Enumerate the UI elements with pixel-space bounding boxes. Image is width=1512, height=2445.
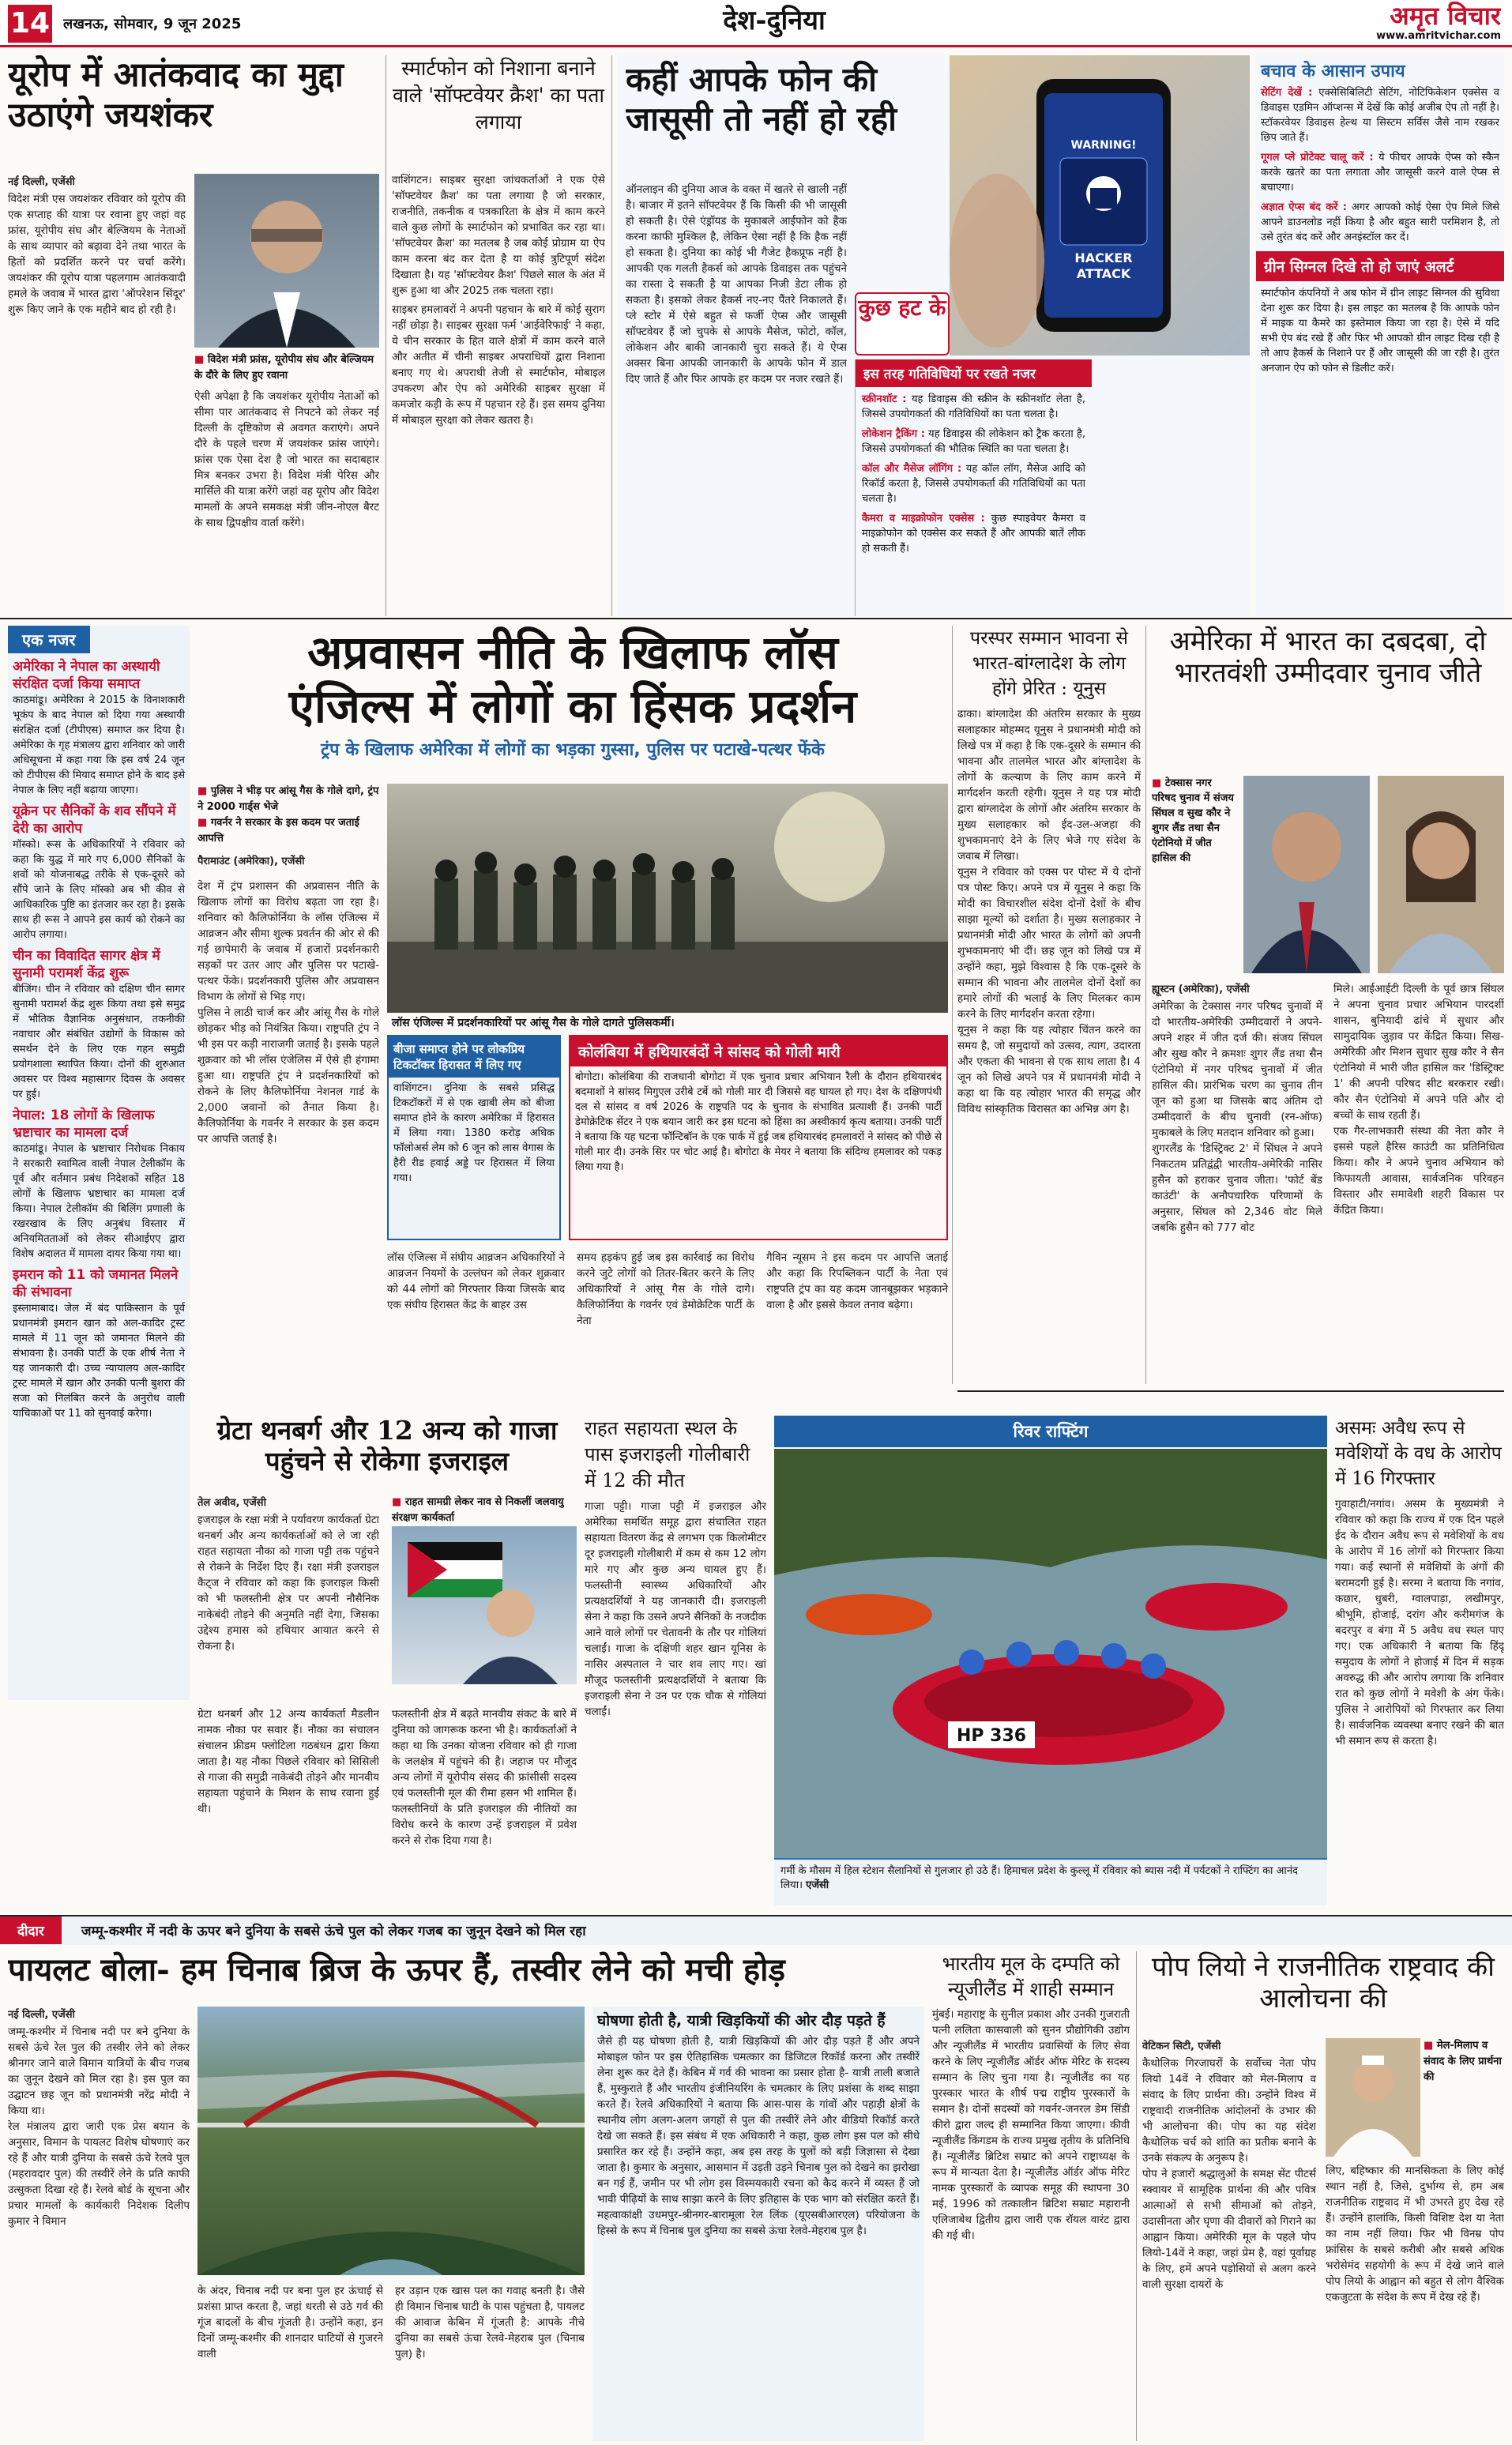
greta-story [197, 1416, 577, 1700]
story-text: हर उड़ान एक खास पल का गवाह बनती है। जैसे ही विमान चिनाब घाटी के पास पहुंचता है, पायलट की आवाज केबिन में गूंजती है: आपके नीचे दुनिया का सबसे ऊंचा रेलवे-मेहराब पुल (चिनाब पुल) है। [395, 2285, 585, 2360]
portrait-image [1243, 776, 1370, 973]
brief-headline: नेपाल: 18 लोगों के खिलाफ भ्रष्टाचार का मामला दर्ज [13, 1108, 155, 1141]
la-headline-2: एंजिल्स में लोगों का हिंसक प्रदर्शन [288, 679, 857, 734]
story-text: देश में ट्रंप प्रशासन की अप्रवासन नीति के खिलाफ लोगों का विरोध बढ़ता जा रहा है। शनिवार को कैलिफोर्निया के लॉस एंजिल्स में आव्रजन और सीमा शुल्क प्रवर्तन की ओर से की गई छापेमारी के जवाब में हजारों प्रदर्शनकारी सड़कों पर उतर आए और पुलिस पर पटाखे-पत्थर फेंके। प्रदर्शनकारी पुलिस और अप्रवासन विभाग के लोगों से भिड़ गए। [197, 880, 379, 1003]
pilot-strip-text: जम्मू-कश्मीर में नदी के ऊपर बने दुनिया के सबसे ऊंचे पुल को लेकर गजब का जुनून देखने को मिल रहा [81, 1924, 586, 1939]
jaishankar-headline: यूरोप में आतंकवाद का मुद्दा उठाएंगे जयशंकर [8, 55, 344, 135]
river-rafting-image [774, 1449, 1327, 1858]
la-story [197, 626, 948, 1408]
masthead [0, 0, 1512, 47]
la-bullet: ■ पुलिस ने भीड़ पर आंसू गैस के गोले दागे, ट्रंप ने 2000 गार्ड्स भेजे [197, 784, 379, 815]
la-subtitle: ट्रंप के खिलाफ अमेरिका में लोगों का भड़का गुस्सा, पुलिस पर पटाखे-पत्थर फेंके [321, 739, 825, 760]
phone-attack: ATTACK [1076, 266, 1131, 281]
brief-headline: इमरान को 11 को जमानत मिलने की संभावना [13, 1267, 179, 1300]
story-text: लॉस एंजिल्स में संघीय आव्रजन अधिकारियों ने आव्रजन नियमों के उल्लंघन को लेकर शुक्रवार को 44 लोगों को गिरफ्तार किया जिसके बाद एक संघीय हिरासत केंद्र के बाहर उस [387, 1251, 565, 1311]
yunus-headline: परस्पर सम्मान भावना से भारत-बांग्लादेश के लोग होंगे प्रेरित : यूनुस [970, 628, 1128, 699]
activity-item: कैमरा व माइक्रोफोन एक्सेस : कुछ स्पाइवेयर कैमरा व माइक्रोफोन को एक्सेस कर सकते हैं और आपकी बातें लीक हो सकती हैं। [862, 513, 1085, 555]
pilot-bottom [197, 2283, 585, 2441]
pope-col1 [1142, 2038, 1316, 2441]
announcement-box [592, 2007, 924, 2441]
story-text: कैथोलिक गिरजाघरों के सर्वोच्च नेता पोप लियो 14वें ने रविवार को मेल-मिलाप व संवाद के लिए प्रार्थना की। उन्होंने विश्व में राष्ट्रवादी राजनीतिक आंदोलनों के उभार की भी आलोचना की। पोप का यह संदेश कैथोलिक चर्च को शांति का प्रतीक बनाने के उनके संकल्प के अनुरूप है। [1142, 2057, 1316, 2165]
greta-headline: ग्रेटा थनबर्ग और 12 अन्य को गाजा पहुंचने से रोकेगा इजराइल [216, 1416, 558, 1476]
safety-tip: गूगल प्ले प्रोटेक्ट चालू करें : ये फीचर आपके ऐप्स को स्कैन करके खतरे का पता लगाता और जासूसी करने वाले ऐप्स से बचाएगा। [1261, 152, 1499, 194]
jaishankar-col2 [194, 174, 379, 616]
activity-item: स्क्रीनशॉट : यह डिवाइस की स्क्रीन के स्क्रीनशॉट लेता है, जिससे उपयोगकर्ता की गतिविधियों का पता चलता है। [862, 393, 1086, 420]
rafting-photo [774, 1449, 1327, 1858]
bridge-image [197, 2007, 585, 2275]
raft-number: HP 336 [956, 1726, 1027, 1746]
story-text: यूनुस ने रविवार को एक्स पर पोस्ट में ये दोनों पत्र पोस्ट किए। अपने पत्र में यूनुस ने कहा कि मोदी का विचारशील संदेश दोनों देशों के बीच साझा मूल्यों को दर्शाता है। मुख्य सलाहकार ने प्रधानमंत्री मोदी और भारत के लोगों को अपनी शुभकामनाएं भी दीं। छह जून को लिखे पत्र में उन्होंने कहा, मुझे विश्वास है कि एक-दूसरे के सम्मान की भावना और तालमेल दोनों देशों का हमारे लोगों की भलाई के लिए मिलकर काम करने के लिए मार्गदर्शन करता रहेगा। [957, 866, 1141, 1021]
story-text: फलस्तीनी क्षेत्र में बढ़ते मानवीय संकट के बारे में दुनिया को जागरूक करना भी है। कार्यकर्ताओं ने कहा था कि उनका योजना रविवार को ही गाजा के जलक्षेत्र में पहुंचने की है। जहाज पर मौजूद अन्य लोगों में यूरोपीय संसद की फ्रांसीसी सदस्य एवं फलस्तीनी मूल की रीमा हसन भी शामिल हैं। फलस्तीनियों के प्रति इजराइल की नीतियों का विरोध करने के कारण उन्हें इजराइल में प्रवेश करने से रोक दिया गया है। [392, 1708, 577, 1847]
brief-text: इस्लामाबाद। जेल में बंद पाकिस्तान के पूर्व प्रधानमंत्री इमरान खान को अल-कादिर ट्रस्ट मामले में 11 जून को जमानत मिलने की संभावना है। उनकी पार्टी के एक शीर्ष नेता ने यह जानकारी दी। उच्च न्यायालय अल-कादिर ट्रस्ट मामले में खान और उनकी पत्नी बुशरा की सजा को निलंबित करने के अनुरोध वाली याचिकाओं पर 11 को सुनवाई करेगा। [13, 1303, 185, 1420]
greta-bullet: ■ राहत सामग्री लेकर नाव से निकलीं जलवायु संरक्षण कार्यकर्ता [392, 1495, 577, 1526]
story-text: मुंबई। महाराष्ट्र के सुनील प्रकाश और उनकी गुजराती पत्नी ललिता कासवाली को सुनन प्रौद्योगिकी उद्योग और न्यूजीलैंड में भारतीय प्रवासियों के लिए सेवा करने के लिए न्यूजीलैंड ऑर्डर ऑफ मेरिट के सदस्य सम्मान के लिए चुना गया है। न्यूजीलैंड का यह पुरस्कार भारत के शीर्ष पद्म राष्ट्रीय पुरस्कारों के समान है। दोनों सदस्यों को गवर्नर-जनरल डेम सिंडी कीरो द्वारा जल्द ही सम्मानित किया जाएगा। कीवी न्यूजीलैंड किंगडम के राज्य प्रमुख तृतीय के प्रतिनिधि हैं। न्यूजीलैंड ब्रिटिश सम्राट को अपने राष्ट्राध्यक्ष के रूप में मान्यता देता है। न्यूजीलैंड ऑर्डर ऑफ मेरिट नामक पुरस्कारों के व्यापक समूह की स्थापना 30 मई, 1996 को तत्कालीन ब्रिटिश सम्राट महारानी एलिजाबेथ द्वितीय द्वारा जारी एक रॉयल वारंट द्वारा की गई थी। [932, 2008, 1130, 2242]
section-title: देश-दुनिया [723, 5, 826, 36]
brand-logo: अमृत विचार [1390, 2, 1501, 31]
jaishankar-story [8, 55, 379, 616]
activity-heading: इस तरह गतिविधियों पर रखते नजर [856, 359, 1092, 387]
portrait-image [1378, 776, 1504, 973]
activity-item: लोकेशन ट्रैकिंग : यह डिवाइस की लोकेशन को ट्रैक करता है, जिससे उपयोगकर्ता की भौतिक स्थिति का पता चलता है। [862, 428, 1085, 455]
pilot-col1 [8, 2007, 190, 2441]
rafting-caption: गर्मी के मौसम में हिल स्टेशन सैलानियों से गुलजार हो उठे हैं। हिमाचल प्रदेश के कुल्लू में रविवार को ब्यास नदी में पर्यटकों ने राफ्टिंग का आनंद लिया। एजेंसी [774, 1858, 1327, 1905]
la-photo-caption: लॉस एंजिल्स में प्रदर्शनकारियों पर आंसू गैस के गोले दागते पुलिसकर्मी। [392, 1017, 675, 1029]
brief-headline: अमेरिका ने नेपाल का अस्थायी संरक्षित दर्जा किया समाप्त [13, 659, 160, 692]
rafting-photo-box [774, 1416, 1327, 1905]
yunus-story [957, 626, 1141, 1384]
rafting-heading: रिवर राफ्टिंग [774, 1416, 1327, 1447]
jaishankar-col1 [8, 174, 186, 616]
story-text: पोप ने हजारों श्रद्धालुओं के समक्ष सेंट पीटर्स स्क्वायर में सामूहिक प्रार्थना की और पवित्र आत्माओं से सभी सीमाओं को तोड़ने, उदासीनता और घृणा की दीवारों को गिराने का आह्वान किया। अमेरिकी मूल के पहले पोप लियो-14वें ने कहा, जहां प्रेम है, वहां पूर्वाग्रह के लिए, हमें अपने पड़ोसियों से अलग करने वाली सुरक्षा दायरों के [1142, 2168, 1316, 2291]
protest-image [387, 784, 948, 1013]
assam-headline: असमः अवैध रूप से मवेशियों के वध के आरोप में 16 गिरफ्तार [1335, 1418, 1502, 1489]
photo-caption: ■ विदेश मंत्री फ्रांस, यूरोपीय संघ और बेल्जियम के दौरे के लिए हुए रवाना [194, 352, 379, 384]
la-left [197, 784, 379, 1408]
pope-bullet: ■ मेल-मिलाप व संवाद के लिए प्रार्थना की [1424, 2038, 1504, 2157]
green-signal-text: स्मार्टफोन कंपनियों ने अब फोन में ग्रीन लाइट सिग्नल की सुविधा देना शुरू कर दिया है। इस लाइट का मतलब है कि आपके फोन में माइक या कैमरे का इस्तेमाल किया जा रहा है। ऐसे में यदि सभी ऐप बंद रखे हैं और फिर भी आपको ग्रीन लाइट दिख रही है तो आप हैकर्स के निशाने पर हैं और जासूसी की जा रही है। तुरंत अनजान ऐप को फोन से डिलीट करें। [1261, 288, 1499, 374]
story-text: विदेश मंत्री एस जयशंकर रविवार को यूरोप की एक सप्ताह की यात्रा पर रवाना हुए जहां वह फ्रांस, यूरोपीय संघ और बेल्जियम के नेताओं के साथ व्यापार को बढ़ावा देने तथा भारत के हितों को प्रदर्शित करने पर चर्चा करेंगे। जयशंकर की यूरोप यात्रा पहलगाम आतंकवादी हमले के जवाब में भारत द्वारा 'ऑपरेशन सिंदूर' शुरू किए जाने के एक महीने बाद हो रही है। [8, 193, 186, 316]
usa-caption [1152, 776, 1239, 973]
pope-headline: पोप लियो ने राजनीतिक राष्ट्रवाद की आलोचना की [1152, 1951, 1495, 2015]
dateline: वेटिकन सिटी, एजेंसी [1142, 2041, 1221, 2052]
colombia-heading: कोलंबिया में हथियारबंदों ने सांसद को गोली मारी [570, 1036, 946, 1066]
ek-nazar-column [8, 626, 190, 1700]
colombia-box [569, 1035, 948, 1240]
gaza-story [585, 1416, 766, 1905]
story-text: गैविन न्यूसम ने इस कदम पर आपत्ति जताई और कहा कि रिपब्लिकन पार्टी के नेता एवं राष्ट्रपति ट्रंप का यह कदम जानबूझकर भड़काने वाला है और इससे केवल तनाव बढ़ेगा। [766, 1251, 948, 1311]
story-text: रेल मंत्रालय द्वारा जारी एक प्रेस बयान के अनुसार, विमान के पायलट विशेष घोषणाएं कर रहे हैं और यात्री दुनिया के सबसे ऊंचे रेलवे पुल (महरावदार पुल) की तस्वीरें लेने के प्रति काफी उत्सुकता दिखा रहे हैं। रेलवे बोर्ड के सूचना और प्रचार मामलों के कार्यकारी निदेशक दिलीप कुमार ने विमान [8, 2120, 190, 2228]
sukh-kaur-photo [1378, 776, 1504, 973]
story-text: गुवाहाटी/नगांव। असम के मुख्यमंत्री ने रविवार को कहा कि राज्य में एक दिन पहले ईद के दौरान अवैध रूप से मवेशियों के वध के आरोप में 16 लोगों को गिरफ्तार किया गया। कई स्थानों से मवेशियों के अंगों की बरामदगी हुई है। सरमा ने बताया कि नगांव, कछार, धुबरी, ग्वालपाड़ा, लखीमपुर, श्रीभूमि, होजाई, दरांग और करीमगंज के बदरपुर व बंगा में 5 अवैध वध स्थल पाए गए। एक अधिकारी ने बताया कि हिंदू समुदाय के लोगों ने होजाई में दिन में सड़क अवरुद्ध की और आरोप लगाया कि शनिवार रात को कुछ लोगों ने मवेशी के अंग फेंके। पुलिस ने आरोपियों को गिरफ्तार कर लिया है। सार्वजनिक व्यवस्था बनाए रखने की बात भी समान रूप से करता है। [1335, 1498, 1504, 1747]
tiktok-text: वाशिंगटन। दुनिया के सबसे प्रसिद्ध टिकटॉकरों में से एक खाबी लेम को बीजा समाप्त होने के कारण अमेरिका में हिरासत में लिया गया। 1380 करोड़ अधिक फॉलोअर्स लेम को 6 जून को लास वेगास के हैरी रीड हवाई अड्डे पर हिरासत में लिया गया। [393, 1082, 555, 1184]
tiktok-box [387, 1035, 561, 1240]
greta-col1 [197, 1495, 379, 1700]
portrait-image [194, 174, 379, 348]
story-text: लिए, बहिष्कार की मानसिकता के लिए कोई स्थान नहीं है, जिसे, दुर्भाग्य से, हम अब राजनीतिक राष्ट्रवाद में भी उभरते हुए देख रहे हैं। उन्होंने हालांकि, किसी विशिष्ट देश या नेता का नाम नहीं लिया। फिर भी विनम्र पोप फ्रांसिस के सबसे करीबी और सबसे अधिक भरोसेमंद सहयोगी के रूप में देखे जाने वाले पोप लियो के आह्वान को बहुत से लोग वैश्विक एकजुटता के संदेश के रूप में देख रहे हैं। [1326, 2165, 1504, 2304]
pope-photo [1326, 2038, 1420, 2157]
phone-hacker: HACKER [1074, 250, 1133, 265]
brief-text: काठमांडू। नेपाल के भ्रष्टाचार निरोधक निकाय ने सरकारी स्वामित्व वाली नेपाल टेलीकॉम के पूर्व और वर्तमान प्रबंध निदेशकों सहित 18 लोगों के खिलाफ भ्रष्टाचार का मामला दर्ज किया। नेपाल टेलीकॉम की बिलिंग प्रणाली के रखरखाव के लिए अनुबंध विस्तार में अनियमितताओं को लेकर सीआईएए द्वारा विशेष अदालत में मामला दायर किया गया था। [13, 1143, 185, 1260]
safety-heading: बचाव के आसान उपाय [1261, 61, 1405, 81]
story-text: गाजा पट्टी। गाजा पट्टी में इजराइल और अमेरिका समर्थित समूह द्वारा संचालित राहत सहायता वितरण केंद्र से लगभग एक किलोमीटर दूर इजराइली गोलीबारी में कम से कम 12 लोग मारे गए और कुछ अन्य घायल हुए हैं। फलस्तीनी स्वास्थ्य अधिकारियों और प्रत्यक्षदर्शियों ने यह जानकारी दी। इजराइली सेना ने कहा कि उसने अपने सैनिकों के नजदीक आने वाले लोगों पर चेतावनी के तौर पर गोलियां चलाईं। गाजा के दक्षिणी शहर खान यूनिस के नासिर अस्पताल ने चार शव लाए गए। खां मौजूद फलस्तीनी प्रत्यक्षदर्शियों ने बताया कि इजराइली सेना ने उन पर एक चौक से गोलियां चलाईं। [585, 1500, 766, 1718]
announcement-heading: घोषणा होती है, यात्री खिड़कियों की ओर दौड़ पड़ते हैं [597, 2012, 886, 2029]
story-text: मिले। आईआईटी दिल्ली के पूर्व छात्र सिंघल ने अपना चुनाव प्रचार अभियान पारदर्शी शासन, बुनियादी ढांचे में सुधार और सामुदायिक जुड़ाव पर केंद्रित किया। सिख-अमेरिकी और मिशन सुधार सुख कौर ने सैन एंटोनियो में भारी जीत हासिल कर 'डिस्ट्रिक्ट 1' की अपनी परिषद सीट बरकरार रखी। कौर सैन एंटोनियो में अपने पति और दो बच्चों के साथ रहती हैं। [1333, 983, 1504, 1122]
pilot-strip [0, 1915, 1512, 1945]
spy-story [618, 55, 1250, 616]
la-bottom [387, 1250, 948, 1408]
story-text: ऐसी अपेक्षा है कि जयशंकर यूरोपीय नेताओं को सीमा पार आतंकवाद से निपटने को लेकर नई दिल्ली के दृष्टिकोण से अवगत कराएंगे। अपने दौरे के पहले चरण में जयशंकर फ्रांस जाएंगे। फ्रांस एक ऐसा देश है जो भारत का सदाबहार मित्र बनकर उभरा है। विदेश मंत्री पेरिस और मार्सिले की यात्रा करेंगे जहां वह यूरोप और विदेश मामलों के अपने समकक्ष मंत्री जीन-नोएल बैरट के साथ द्विपक्षीय वार्ता करेंगे। [194, 390, 379, 529]
spy-headline: कहीं आपके फोन की जासूसी तो नहीं हो रही [626, 60, 897, 138]
story-text: वाशिंगटन। साइबर सुरक्षा जांचकर्ताओं ने एक ऐसे 'सॉफ्टवेयर क्रैश' का पता लगाया है जो सरकार, राजनीति, तकनीक व पत्रकारिता के क्षेत्र में काम करने वाले कुछ लोगों के स्मार्टफोन को प्रभावित कर रहा था। 'सॉफ्टवेयर क्रैश' का मतलब है जब कोई प्रोग्राम या ऐप काम करना बंद कर देता है या कोई त्रुटिपूर्ण संदेश दिखाता है। यह 'सॉफ्टवेयर क्रैश' पिछले साल के अंत में शुरू हुआ था और 2025 तक चलता रहा। [392, 174, 605, 297]
dateline: नई दिल्ली, एजेंसी [8, 176, 75, 188]
brief-headline: चीन का विवादित सागर क्षेत्र में सुनामी परामर्श केंद्र शुरू [13, 948, 160, 981]
page-date: लखनऊ, सोमवार, 9 जून 2025 [63, 16, 242, 32]
software-crash-story [392, 55, 605, 616]
dateline: तेल अवीव, एजेंसी [197, 1497, 266, 1509]
brand-url[interactable]: www.amritvichar.com [1376, 30, 1501, 42]
pope-story [1142, 1951, 1504, 2441]
story-text: साइबर हमलावरों ने अपनी पहचान के बारे में कोई सुराग नहीं छोड़ा है। साइबर सुरक्षा फर्म 'आईवेरिफाई' ने कहा, ये चीन सरकार के हित वाले क्षेत्रों में काम करने वाले और अतीत में चीनी साइबर अपराधियों द्वारा निशाना बनाए गए थे। अपराधी तेजी से स्मार्टफोन, मोबाइल उपकरण और ऐप को अमेरिकी साइबर सुरक्षा में कमजोर कड़ी के रूप में पहचान रहे हैं। इस समय दुनिया में मोबाइल सुरक्षा को लेकर खतरा है। [392, 303, 605, 427]
greta-col2 [392, 1495, 577, 1700]
ek-nazar-tag: एक नजर [8, 626, 90, 653]
sanjay-singhal-photo [1243, 776, 1370, 973]
colombia-text: बोगोटा। कोलंबिया की राजधानी बोगोटा में एक चुनाव प्रचार अभियान रैली के दौरान हथियारबंद बदमाशों ने सांसद मिगुएल उरीबे टर्बे को गोली मार दी जिससे वह घायल हो गए। देश के दक्षिणपंथी दल से सांसद व वर्ष 2026 के राष्ट्रपति पद के चुनाव के संभावित प्रत्याशी हैं। उनकी पार्टी डेमोक्रेटिक सेंटर ने एक बयान जारी कर इस घटना को हिंसा का अस्वीकार्य कृत्य बताया। उनकी पार्टी ने बताया कि यह घटना फॉन्टिबॉन के एक पार्क में हुई जब हथियारबंद हमलावरों ने सांसद को पीछे से गोली मार दी। उनके सिर पर चोट आई है। बोगोटा के मेयर ने बताया कि संदिग्ध हमलावर को पकड़ लिया गया है। [575, 1071, 942, 1173]
story-text: ग्रेटा थनबर्ग और 12 अन्य कार्यकर्ता मैडलीन नामक नौका पर सवार हैं। नौका का संचालन संचालन फ्रीडम फ्लोटिला गठबंधन द्वारा किया जाता है। यह नौका पिछले रविवार को सिसिली से गाजा की समुद्री नाकेबंदी तोड़ने और मानवीय सहायता पहुंचाने के मिशन के साथ रवाना हुई थी। [197, 1708, 379, 1815]
usa-col2 [1333, 981, 1504, 1384]
nz-story [932, 1951, 1130, 2441]
usa-indian-story [1152, 626, 1504, 1384]
story-text: इजराइल के रक्षा मंत्री ने पर्यावरण कार्यकर्ता ग्रेटा थनबर्ग और अन्य कार्यकर्ताओं को ले जा रही राहत सहायता नौका को गाजा पट्टी तक पहुंचने से रोकने के निर्देश दिए हैं। रक्षा मंत्री इजराइल कैट्ज ने रविवार को कहा कि इजराइल किसी को भी फलस्तीनी क्षेत्र पर अपनी नौसैनिक नाकेबंदी तोड़ने की अनुमति नहीं देगा, जिसका उद्देश्य हमास को हथियार आयात करने से रोकना है। [197, 1514, 379, 1653]
nz-headline: भारतीय मूल के दम्पति को न्यूजीलैंड में शाही सम्मान [942, 1953, 1120, 2000]
story-text: पुलिस ने लाठी चार्ज कर और आंसू गैस के गोले छोड़कर भीड़ को नियंत्रित किया। राष्ट्रपति ट्रंप ने भी इस पर कड़ी नाराजगी जताई है। इसके पहले शुक्रवार को भी लॉस एंजेलिस में ऐसे ही हंगामा हुआ था। राष्ट्रपति ट्रंप ने प्रदर्शनकारियों को रोकने के लिए कैलिफोर्निया नेशनल गार्ड के 2,000 जवानों को तैनात किया है। कैलिफोर्निया के गवर्नर ने सरकार के इस कदम पर आपत्ति जताई है। [197, 1006, 379, 1145]
activity-box [855, 359, 1092, 616]
story-text: ढाका। बांग्लादेश की अंतरिम सरकार के मुख्य सलाहकार मोहम्मद यूनुस ने प्रधानमंत्री मोदी को लिखे पत्र में कहा है कि एक-दूसरे के सम्मान की भावना और तालमेल भारत और बांग्लादेश के लोगों के कल्याण के लिए काम करने में मार्गदर्शन करती रहेगी। यूनुस ने यह पत्र मोदी द्वारा बांग्लादेश के लोगों और अंतरिम सरकार के मुख्य सलाहकार को ईद-उल-अजहा की शुभकामनाएं देने के लिए भेजे गए संदेश के जवाब में लिखा। [957, 708, 1141, 863]
photo-caption: ■ टेक्सास नगर परिषद चुनाव में संजय सिंघल व सुख कौर ने शुगर लैंड तथा सैन एंटोनियो में जीत हासिल की [1152, 776, 1239, 866]
story-text: एक गैर-लाभकारी संस्था की नेता कौर ने इससे पहले हैरिस काउंटी का प्रतिनिधित्व किया। कौर ने अपने चुनाव अभियान को किफायती आवास, सार्वजनिक परिवहन विस्तार और समावेशी शहरी विकास पर केंद्रित किया। [1333, 1125, 1504, 1217]
la-protest-photo [387, 784, 948, 1013]
green-signal-heading: ग्रीन सिग्नल दिखे तो हो जाएं अलर्ट [1256, 251, 1504, 281]
la-headline-1: अप्रवासन नीति के खिलाफ लॉस [307, 626, 838, 679]
brief-text: काठमांडू। अमेरिका ने 2015 के विनाशकारी भूकंप के बाद नेपाल को दिया गया अस्थायी संरक्षित दर्जा (टीपीएस) समाप्त कर दिया है। अमेरिका के गृह मंत्रालय द्वारा शनिवार को जारी अधिसूचना में कहा गया कि इस वर्ष 24 जून को टीपीएस की मियाद समाप्त होने के बाद इसे नेपाल के लिए नहीं बढ़ाया जाएगा। [13, 694, 185, 796]
phone-warning: WARNING! [1070, 139, 1137, 152]
dateline: नई दिल्ली, एजेंसी [8, 2009, 75, 2021]
brief-text: मॉस्को। रूस के अधिकारियों ने रविवार को कहा कि युद्ध में मारे गए 6,000 सैनिकों के शवों को योजनाबद्ध तरीके से एक-दूसरे को सौंपे जाने के लिए मॉस्को अब भी कीव से आधिकारिक पुष्टि का इंतजार कर रहा है। इसके साथ ही रूस ने आपने इस कार्य को रोकने का आरोप लगाया। [13, 839, 185, 941]
story-text: यूनुस ने कहा कि यह त्योहार चिंतन करने का समय है, जो समुदायों को उत्सव, त्याग, उदारता और एकता की भावना से एक साथ लाता है। 4 जून को लिखे अपने पत्र में प्रधानमंत्री मोदी ने कहा था कि यह त्योहार भारत की समृद्ध और विविध सांस्कृतिक विरासत का अभिन्न अंग है। [957, 1024, 1141, 1115]
spy-text: ऑनलाइन की दुनिया आज के वक्त में खतरे से खाली नहीं है। बाजार में इतने सॉफ्टवेयर हैं कि किसी की भी जासूसी हो सकती है। ऐसे एंड्रॉयड के मुकाबले आईफोन को हैक करना काफी मुश्किल है, लेकिन ऐसा नहीं है कि हैक नहीं हो सकता है। दुनिया का कोई भी गैजेट हैकप्रूफ नहीं है। आपकी एक गलती हैकर्स को आपके डिवाइस तक पहुंचने का रास्ता दे सकती है या आपका निजी डेटा लीक हो सकता है। इसको लेकर हैकर्स नए-नए पैंतरे निकालते हैं। प्ले स्टोर में ऐसे बहुत से फर्जी ऐप्स और जासूसी सॉफ्टवेयर हैं जो चुपके से आपके मैसेज, फोटो, कॉल, लोकेशन और बाकी जानकारी चुरा सकते हैं। ये ऐप्स अक्सर बिना आपकी जानकारी के आपके फोन में डाल दिए जाते हैं और फिर आपके हर कदम पर नजर रखते हैं। [626, 183, 847, 386]
activist-image [392, 1526, 577, 1684]
story-text: शुगरलैंड के 'डिस्ट्रिक्ट 2' में सिंघल ने अपने निकटतम प्रतिद्वंद्वी भारतीय-अमेरिकी नासिर हुसैन को हराकर चुनाव जीता। 'फोर्ट बेंड काउंटी' के अनौपचारिक परिणामों के अनुसार, सिंघल को 2,346 वोट मिले जबकि हुसैन को 777 वोट [1152, 1142, 1322, 1234]
software-crash-headline: स्मार्टफोन को निशाना बनाने वाले 'सॉफ्टवेयर क्रैश' का पता लगाया [393, 57, 604, 134]
hacker-phone-image [950, 55, 1250, 355]
dateline: पैरामाउंट (अमेरिका), एजेंसी [197, 856, 305, 867]
story-text: अमेरिका के टेक्सास नगर परिषद चुनावों में दो भारतीय-अमेरिकी उम्मीदवारों ने अपने-अपने शहर में जीत दर्ज की। संजय सिंघल और सुख कौर ने क्रमशः शुगर लैंड तथा सैन एंटोनियो में नगर परिषद चुनावों में जीत हासिल की। प्रारंभिक चरण का चुनाव तीन जून को हुआ था जिसके बाद अंतिम दो उम्मीदवारों के बीच चुनावी (रन-ऑफ) मुकाबले के लिए मतदान शनिवार को हुआ। [1152, 1000, 1322, 1139]
safety-tip: सेटिंग देखें : एक्सेसिबिलिटी सेटिंग, नोटिफिकेशन एक्सेस व डिवाइस एडमिन ऑप्शन्स में देखें कि कोई अजीब ऐप तो नहीं है। स्टॉकरवेयर डिवाइस हेल्थ या सिस्टम सर्विस जैसे नाम रखकर छिप जाते हैं। [1261, 87, 1499, 144]
phone-photo [950, 55, 1250, 355]
safety-box [1256, 55, 1504, 616]
pilot-story [8, 1951, 924, 2441]
pope-image [1326, 2038, 1420, 2157]
brief-headline: यूक्रेन पर सैनिकों के शव सौंपने में देरी का आरोप [13, 803, 176, 837]
story-text: समय हड़कंप हुई जब इस कार्रवाई का विरोध करने जुटे लोगों को तितर-बितर करने के लिए अधिकारियों ने आंसू गैस के गोले दागे। कैलिफोर्निया के गवर्नर एवं डेमोक्रेटिक पार्टी के नेता [577, 1251, 754, 1327]
kuch-hat-ke-badge: कुछ हट के [855, 292, 950, 355]
photo-credit: एजेंसी [806, 1879, 829, 1891]
tiktok-heading: बीजा समाप्त होने पर लोकप्रिय टिकटॉकर हिरासत में लिए गए [389, 1036, 559, 1078]
gaza-headline: राहत सहायता स्थल के पास इजराइली गोलीबारी में 12 की मौत [585, 1417, 750, 1491]
usa-headline: अमेरिका में भारत का दबदबा, दो भारतवंशी उम्मीदवार चुनाव जीते [1169, 626, 1487, 690]
brief-text: बीजिंग। चीन ने रविवार को दक्षिण चीन सागर सुनामी परामर्श केंद्र शुरू किया तथा इसे समुद्र में भौतिक वैज्ञानिक अनुसंधान, तकनीकी नवाचार और संबंधित उद्योगों के विकास को समर्थन देने के लिए एक गहन समुद्री प्रयोगशाला स्थापित किया। दोनों की शुरुआत अवसर पर विश्व महासागर दिवस के अवसर पर हुई। [13, 984, 185, 1100]
announcement-text: जैसे ही यह घोषणा होती है, यात्री खिड़कियों की ओर दौड़ पड़ते हैं और अपने मोबाइल फोन पर इस ऐतिहासिक चमत्कार का डिजिटल रिकॉर्ड करना और तस्वीरें लेना शुरू कर देते हैं। केबिन में गर्व की भावना का प्रसार होता है- यात्री ताली बजाते हैं, मुस्कुराते हैं और भारतीय इंजीनियरिंग के चमत्कार के लिए प्रशंसा के शब्द साझा करते हैं। रेलवे अधिकारियों ने बताया कि आस-पास के गांवों और पहाड़ी क्षेत्रों के स्थानीय लोग अलग-अलग जगहों से पुल की तस्वीरें लेने और वीडियो रिकॉर्ड करते देखे जा सकते हैं। इस संबंध में एक अधिकारी ने कहा, कुछ लोग इस पल को सीधे प्रसारित कर रहे हैं। उन्होंने कहा, अब इस तरह के पुलों को बड़ी जिज्ञासा से देखा जाता है। कुमार के अनुसार, आसमान में उड़ती उड़ने चिनाब पुल को देखने का झरोखा बन गई हैं, जमीन पर भी लोग इस विस्मयकारी रचना को कैद करने में व्यस्त हैं जो भावी पीढ़ियों के साथ साझा करने के लिए इतिहास के एक भाग को संरक्षित करते हैं। महत्वाकांक्षी उधमपुर-श्रीनगर-बारामूला रेल लिंक (यूएसबीआरएल) परियोजना के हिस्से के रूप में चिनाब पुल दुनिया का सबसे ऊंचा रेलवे-मेहराब पुल है। [597, 2035, 920, 2237]
didar-tag: दीदार [0, 1917, 62, 1944]
greta-continued [8, 1706, 577, 1904]
page-number: 14 [8, 5, 52, 43]
usa-col1 [1152, 981, 1322, 1384]
assam-story [1335, 1416, 1504, 1905]
safety-tip: अज्ञात ऐप्स बंद करें : अगर आपको कोई ऐसा ऐप मिले जिसे आपने डाउनलोड नहीं किया है और बहुत सारी परमिशन है, तो उसे तुरंत बंद करें और अनइंस्टॉल कर दें। [1261, 201, 1499, 243]
activity-item: कॉल और मैसेज लॉगिंग : यह कॉल लॉग, मैसेज आदि को रिकॉर्ड करता है, जिससे उपयोगकर्ता की गतिविधियों का पता चलता है। [862, 463, 1085, 505]
dateline: ह्यूस्टन (अमेरिका), एजेंसी [1152, 984, 1250, 995]
story-text: के अंदर, चिनाब नदी पर बना पुल हर ऊंचाई से प्रशंसा प्राप्त करता है, जहां धरती से उठे गर्व की गूंज बादलों के बीच गूंजती है। उन्होंने कहा, इन दिनों जम्मू-कश्मीर की शानदार घाटियों से गुजरने वाली [197, 2285, 383, 2360]
pilot-headline: पायलट बोला- हम चिनाब ब्रिज के ऊपर हैं, तस्वीर लेने को मची होड़ [8, 1951, 785, 1988]
chenab-bridge-photo [197, 2007, 585, 2275]
greta-photo [392, 1526, 577, 1684]
la-bullet: ■ गवर्नर ने सरकार के इस कदम पर जताई आपत्ति [197, 815, 379, 847]
jaishankar-photo [194, 174, 379, 348]
story-text: जम्मू-कश्मीर में चिनाब नदी पर बने दुनिया के सबसे ऊंचे रेल पुल की तस्वीर लेने को लेकर श्रीनगर जाने वाले विमान यात्रियों के बीच गजब का जुनून देखने को मिल रहा है। इस पुल का उद्घाटन छह जून को प्रधानमंत्री नरेंद्र मोदी ने किया था। [8, 2026, 190, 2117]
